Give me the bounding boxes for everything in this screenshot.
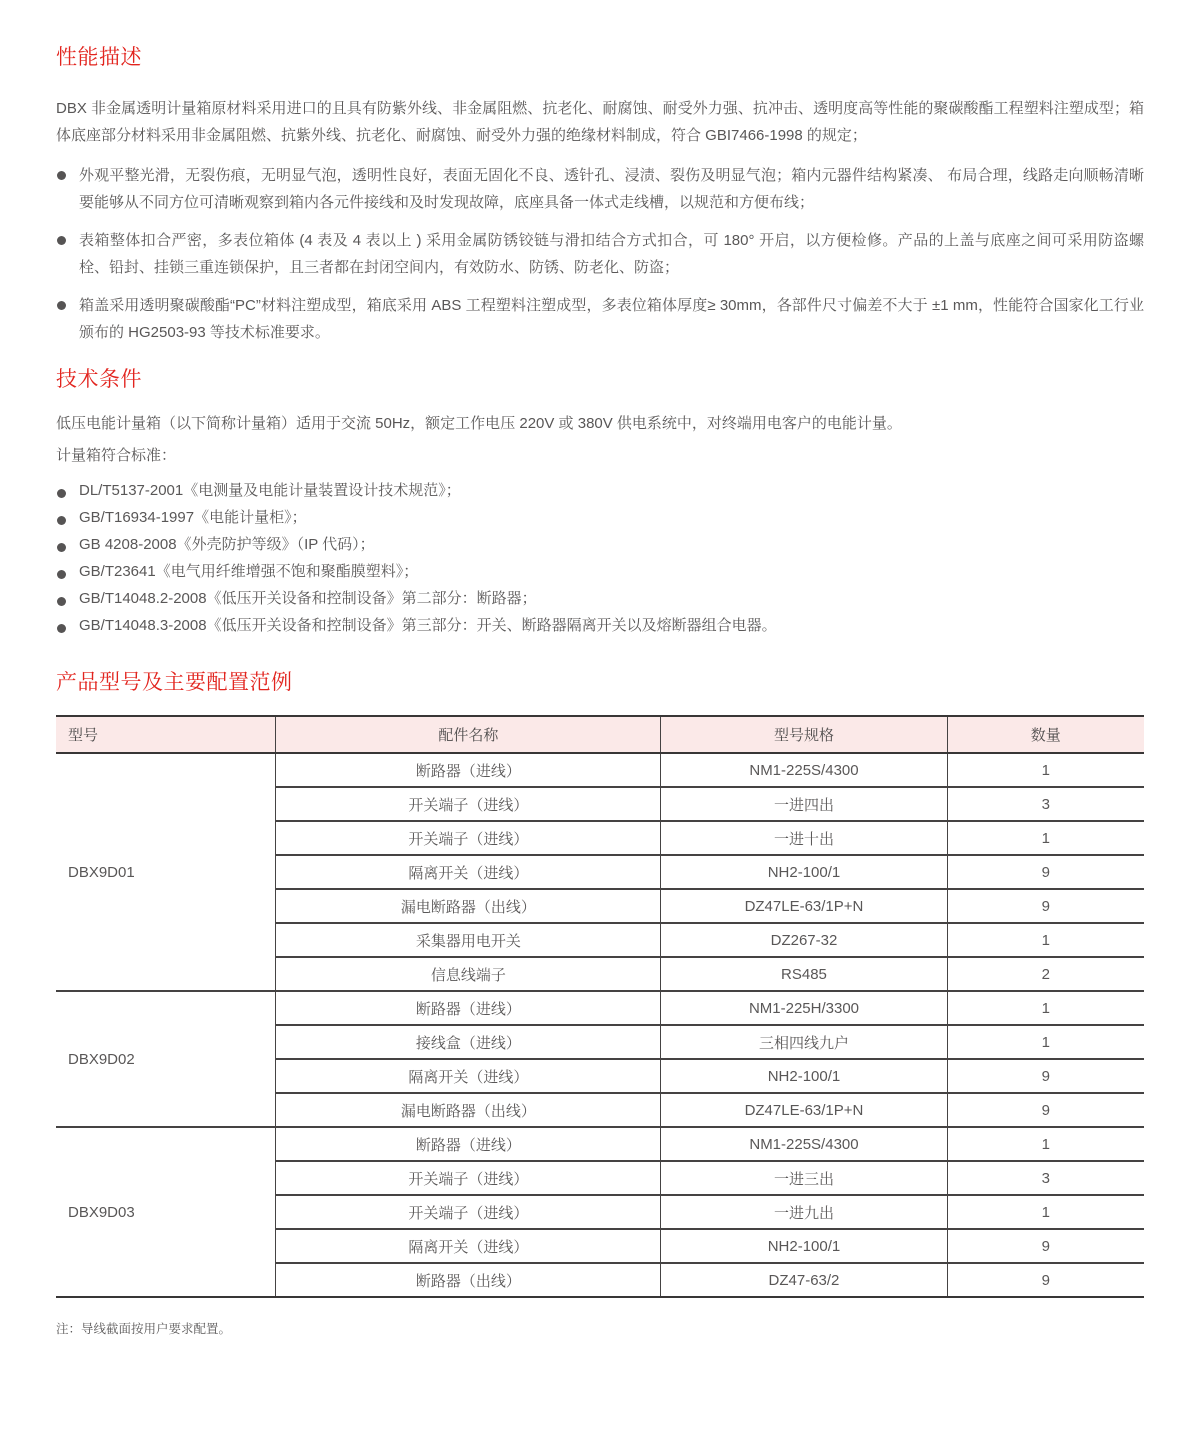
standard-item-text: GB/T14048.2-2008《低压开关设备和控制设备》第二部分：断路器； (79, 590, 537, 607)
qty-cell: 1 (947, 923, 1144, 957)
component-cell: 开关端子（进线） (276, 821, 661, 855)
spec-cell: 一进四出 (661, 787, 947, 821)
performance-bullet-text: 表箱整体扣合严密，多表位箱体 (4 表及 4 表以上 ) 采用金属防锈铰链与滑扣结合方式扣合，可 180° 开启，以方便检修。产品的上盖与底座之间可采用防盗螺栓、铅封、挂锁三重连锁保护，且三者都在封闭空间内，有效防水、防锈、防老化、防盗； (79, 232, 1144, 276)
qty-cell: 9 (947, 1229, 1144, 1263)
performance-bullet (56, 162, 1144, 216)
spec-cell: DZ47-63/2 (661, 1263, 947, 1297)
standard-item (56, 612, 1144, 639)
component-cell: 漏电断路器（出线） (276, 889, 661, 923)
performance-bullet (56, 227, 1144, 281)
technical-subtitle: 计量箱符合标准： (56, 447, 177, 464)
spec-cell: NH2-100/1 (661, 1059, 947, 1093)
table-note: 注：导线截面按用户要求配置。 (56, 1322, 232, 1336)
spec-cell: 一进九出 (661, 1195, 947, 1229)
header-qty: 数量 (947, 716, 1144, 753)
standard-item (56, 531, 1144, 558)
qty-cell: 9 (947, 855, 1144, 889)
component-cell: 接线盒（进线） (276, 1025, 661, 1059)
qty-cell: 9 (947, 1093, 1144, 1127)
header-model: 型号 (56, 716, 276, 753)
standard-item-text: DL/T5137-2001《电测量及电能计量装置设计技术规范》； (79, 482, 461, 499)
qty-cell: 3 (947, 1161, 1144, 1195)
spec-cell: 三相四线九户 (661, 1025, 947, 1059)
bullet-dot-icon (57, 236, 66, 245)
standard-item-text: GB/T14048.3-2008《低压开关设备和控制设备》第三部分：开关、断路器隔离开关以及熔断器组合电器。 (79, 617, 777, 634)
component-cell: 断路器（出线） (276, 1263, 661, 1297)
component-cell: 开关端子（进线） (276, 1161, 661, 1195)
bullet-dot-icon (57, 543, 66, 552)
component-cell: 采集器用电开关 (276, 923, 661, 957)
qty-cell: 1 (947, 1195, 1144, 1229)
bullet-dot-icon (57, 301, 66, 310)
qty-cell: 9 (947, 1059, 1144, 1093)
bullet-dot-icon (57, 171, 66, 180)
config-table-header (56, 716, 1144, 753)
models-title: 产品型号及主要配置范例 (56, 671, 293, 694)
performance-intro: DBX 非金属透明计量箱原材料采用进口的且具有防紫外线、非金属阻燃、抗老化、耐腐蚀、耐受外力强、抗冲击、透明度高等性能的聚碳酸酯工程塑料注塑成型；箱体底座部分材料采用非金属阻燃、抗紫外线、抗老化、耐腐蚀、耐受外力强的绝缘材料制成，符合 GBI7466-1998 的规定； (56, 100, 1144, 144)
header-component: 配件名称 (276, 716, 661, 753)
standard-item (56, 558, 1144, 585)
component-cell: 断路器（进线） (276, 991, 661, 1025)
standard-item (56, 477, 1144, 504)
spec-cell: NH2-100/1 (661, 855, 947, 889)
spec-cell: DZ47LE-63/1P+N (661, 889, 947, 923)
component-cell: 断路器（进线） (276, 753, 661, 787)
qty-cell: 1 (947, 821, 1144, 855)
standard-item-text: GB 4208-2008《外壳防护等级》（IP 代码）； (79, 536, 375, 553)
header-row (56, 716, 1144, 753)
standard-item-text: GB/T23641《电气用纤维增强不饱和聚酯膜塑料》； (79, 563, 419, 580)
model-cell: DBX9D02 (56, 991, 276, 1127)
section-performance (56, 46, 1144, 346)
standard-item (56, 504, 1144, 531)
spec-cell: DZ47LE-63/1P+N (661, 1093, 947, 1127)
spec-cell: 一进三出 (661, 1161, 947, 1195)
bullet-dot-icon (57, 570, 66, 579)
performance-bullet-text: 箱盖采用透明聚碳酸酯“PC”材料注塑成型，箱底采用 ABS 工程塑料注塑成型，多表位箱体厚度≥ 30mm，各部件尺寸偏差不大于 ±1 mm，性能符合国家化工行业颁布的 HG2503-93 等技术标准要求。 (79, 297, 1144, 341)
spec-cell: DZ267-32 (661, 923, 947, 957)
spec-cell: NM1-225S/4300 (661, 1127, 947, 1161)
section-technical (56, 368, 1144, 639)
config-table (56, 715, 1144, 1298)
qty-cell: 9 (947, 1263, 1144, 1297)
component-cell: 隔离开关（进线） (276, 1229, 661, 1263)
bullet-dot-icon (57, 516, 66, 525)
bullet-dot-icon (57, 624, 66, 633)
qty-cell: 3 (947, 787, 1144, 821)
spec-cell: NH2-100/1 (661, 1229, 947, 1263)
qty-cell: 1 (947, 1127, 1144, 1161)
component-cell: 漏电断路器（出线） (276, 1093, 661, 1127)
qty-cell: 1 (947, 753, 1144, 787)
header-spec: 型号规格 (661, 716, 947, 753)
performance-title: 性能描述 (56, 46, 142, 69)
component-cell: 断路器（进线） (276, 1127, 661, 1161)
performance-bullet-text: 外观平整光滑，无裂伤痕，无明显气泡，透明性良好，表面无固化不良、透针孔、浸渍、裂伤及明显气泡；箱内元器件结构紧凑、 布局合理，线路走向顺畅清晰要能够从不同方位可清晰观察到箱内各元件接线和及时发现故障，底座具备一体式走线槽，以规范和方便布线； (79, 167, 1144, 211)
component-cell: 隔离开关（进线） (276, 1059, 661, 1093)
spec-cell: NM1-225H/3300 (661, 991, 947, 1025)
qty-cell: 9 (947, 889, 1144, 923)
spec-cell: NM1-225S/4300 (661, 753, 947, 787)
qty-cell: 2 (947, 957, 1144, 991)
spec-cell: 一进十出 (661, 821, 947, 855)
bullet-dot-icon (57, 597, 66, 606)
qty-cell: 1 (947, 1025, 1144, 1059)
component-cell: 隔离开关（进线） (276, 855, 661, 889)
component-cell: 信息线端子 (276, 957, 661, 991)
performance-bullet (56, 292, 1144, 346)
table-row (56, 991, 1144, 1025)
technical-title: 技术条件 (56, 368, 142, 391)
component-cell: 开关端子（进线） (276, 787, 661, 821)
component-cell: 开关端子（进线） (276, 1195, 661, 1229)
table-row (56, 753, 1144, 787)
bullet-dot-icon (57, 489, 66, 498)
table-row (56, 1127, 1144, 1161)
model-cell: DBX9D01 (56, 753, 276, 991)
standard-item-text: GB/T16934-1997《电能计量柜》； (79, 509, 307, 526)
config-table-body (56, 753, 1144, 1297)
section-models (56, 671, 1144, 1338)
qty-cell: 1 (947, 991, 1144, 1025)
technical-intro: 低压电能计量箱（以下简称计量箱）适用于交流 50Hz，额定工作电压 220V 或 380V 供电系统中，对终端用电客户的电能计量。 (56, 415, 902, 432)
model-cell: DBX9D03 (56, 1127, 276, 1297)
standard-item (56, 585, 1144, 612)
standards-list (56, 477, 1144, 639)
performance-bullets (56, 162, 1144, 346)
spec-cell: RS485 (661, 957, 947, 991)
